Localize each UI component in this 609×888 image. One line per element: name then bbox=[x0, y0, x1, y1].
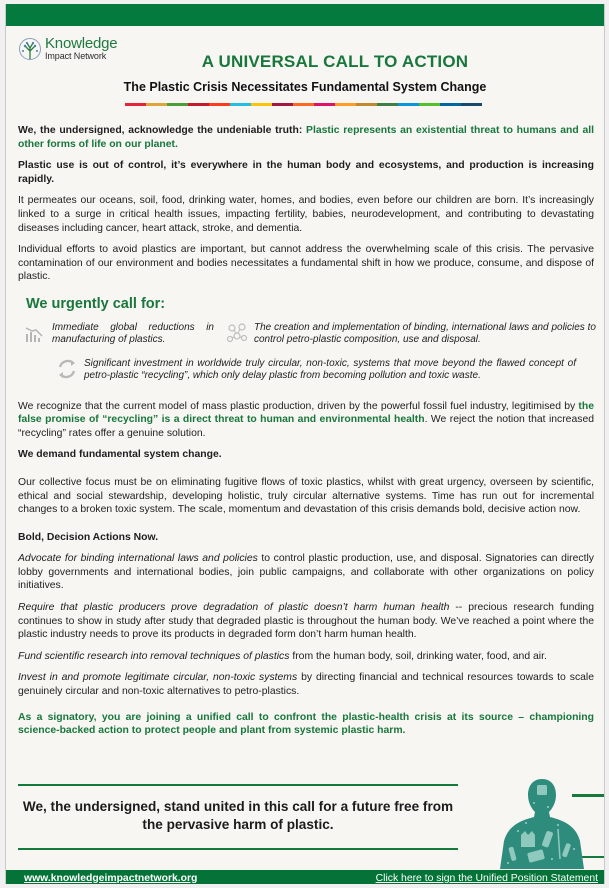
logo-subtitle: Impact Network bbox=[45, 51, 107, 61]
action-title: Require that plastic producers prove degradation of plastic doesn’t harm human health bbox=[18, 602, 450, 614]
action-item bbox=[18, 650, 594, 664]
footer-bar bbox=[6, 870, 604, 884]
sdg-color-segment bbox=[251, 103, 272, 106]
intro-lead bbox=[18, 124, 594, 151]
sdg-color-segment bbox=[461, 103, 482, 106]
action-text: by directing financial and technical resources towards to scale genuinely circular and non-toxic alternatives to petro-plastics. bbox=[18, 672, 594, 698]
intro-lead-text: We, the undersigned, acknowledge the undeniable truth: bbox=[18, 125, 307, 136]
intro-lead-highlight: Plastic represents an existential threat to humans and all other forms of life on our planet. bbox=[18, 125, 594, 150]
recognize-paragraph bbox=[18, 400, 594, 441]
action-text: to control plastic production, use, and disposal. Signatories can directly lobby governments and international bodies, join public campaigns, and collaborate with other organizations on policy initiatives. bbox=[18, 553, 595, 592]
recognize-text: We recognize that the current model of mass plastic production, driven by the powerful fossil fuel industry, legitimised by bbox=[18, 400, 579, 412]
action-item bbox=[18, 671, 594, 698]
demand-statement: We demand fundamental system change. bbox=[18, 449, 222, 461]
sdg-color-segment bbox=[293, 103, 314, 106]
calls-list bbox=[18, 322, 594, 400]
signatory-statement: As a signatory, you are joining a unified call to confront the plastic-health crisis at its source – championing science-backed action to protect people and plant from systemic plastic harm. bbox=[18, 711, 594, 737]
intro-paragraph-2: Plastic use is out of control, it’s everywhere in the human body and ecosystems, and production is increasing rapidly. bbox=[18, 160, 594, 185]
call-item bbox=[24, 322, 214, 347]
action-item bbox=[18, 552, 594, 593]
network-people-icon bbox=[226, 322, 248, 344]
intro-paragraph-3: It permeates our oceans, soil, food, drinking water, homes, and bodies, even before our children are born. It’s increasingly linked to a surge in critical health issues, impacting fertility, babies, neurodevelopment, and contributing to devastating diseases including cancer, heart attack, stroke, and dementia. bbox=[18, 195, 594, 234]
sdg-color-segment bbox=[167, 103, 188, 106]
actions-heading: Bold, Decision Actions Now. bbox=[18, 531, 159, 543]
logo-name: Knowledge bbox=[45, 35, 118, 52]
action-title: Fund scientific research into removal techniques of plastics bbox=[18, 650, 290, 662]
focus-paragraph: Our collective focus must be on eliminating fugitive flows of toxic plastics, whilst with great urgency, overseen by scientific, ethical and social stewardship, developing holistic, truly circular alternative systems. Time has run out for incremental changes to a broken toxic system. The scale, momentum and devastation of this crisis demands bold, decisive action now. bbox=[18, 476, 594, 516]
call-item bbox=[56, 358, 576, 383]
sdg-color-segment bbox=[272, 103, 293, 106]
action-text: -- precious research funding continues to show in study after study that degraded plastic is throughout the human body. We’ve reached a point where the plastic industry needs to prove its products in degraded form don’t harm human health. bbox=[18, 602, 594, 641]
divider bbox=[18, 848, 458, 850]
call-text: Significant investment in worldwide truly circular, non-toxic, systems that move beyond the flawed concept of petro-plastic “recycling”, which only delay plastic from becoming pollution and toxic waste. bbox=[84, 357, 576, 382]
declining-chart-icon bbox=[24, 322, 46, 344]
sign-statement-link[interactable]: Click here to sign the Unified Position Statement bbox=[375, 872, 598, 884]
calls-heading: We urgently call for: bbox=[26, 295, 166, 312]
sdg-color-segment bbox=[356, 103, 377, 106]
human-silhouette-plastic-icon bbox=[488, 779, 596, 869]
recognize-text-end: . We reject the notion that increased “recycling” rates offer a genuine solution. bbox=[18, 414, 594, 439]
action-title: Invest in and promote legitimate circular, non-toxic systems bbox=[18, 672, 298, 684]
sdg-color-segment bbox=[146, 103, 167, 106]
recognize-highlight: the false promise of “recycling” is a direct threat to human and environmental health bbox=[18, 400, 594, 426]
document-page bbox=[5, 4, 605, 884]
page-title: A UNIVERSAL CALL TO ACTION bbox=[201, 52, 469, 71]
action-text: from the human body, soil, drinking water, food, and air. bbox=[289, 650, 547, 662]
action-item bbox=[18, 601, 594, 642]
sdg-color-bar bbox=[125, 103, 482, 106]
action-title: Advocate for binding international laws and policies bbox=[18, 553, 258, 565]
page-subtitle: The Plastic Crisis Necessitates Fundamental System Change bbox=[123, 80, 487, 94]
sdg-color-segment bbox=[440, 103, 461, 106]
sdg-color-segment bbox=[377, 103, 398, 106]
sdg-color-segment bbox=[188, 103, 209, 106]
website-link[interactable]: www.knowledgeimpactnetwork.org bbox=[24, 872, 198, 884]
sdg-color-segment bbox=[335, 103, 356, 106]
sdg-color-segment bbox=[209, 103, 230, 106]
pledge-block bbox=[18, 784, 458, 850]
call-text: The creation and implementation of binding, international laws and policies to control petro-plastic composition, use and disposal. bbox=[254, 321, 596, 346]
call-text: Immediate global reductions in manufacturing of plastics. bbox=[52, 321, 214, 346]
intro-paragraph-4: Individual efforts to avoid plastics are important, but cannot address the overwhelming scale of this crisis. The pervasive contamination of our environment and bodies necessitates a fundamental shift in how we produce, consume, and dispose of plastic. bbox=[18, 244, 594, 283]
document-body bbox=[18, 124, 594, 746]
sdg-color-segment bbox=[125, 103, 146, 106]
header-band bbox=[6, 4, 604, 26]
sdg-color-segment bbox=[398, 103, 419, 106]
pledge-text: We, the undersigned, stand united in this call for a future free from the pervasive harm of plastic. bbox=[22, 799, 454, 832]
sdg-color-segment bbox=[314, 103, 335, 106]
recycle-arrows-icon bbox=[56, 358, 78, 380]
sdg-color-segment bbox=[419, 103, 440, 106]
sdg-color-segment bbox=[230, 103, 251, 106]
call-item bbox=[226, 322, 596, 347]
